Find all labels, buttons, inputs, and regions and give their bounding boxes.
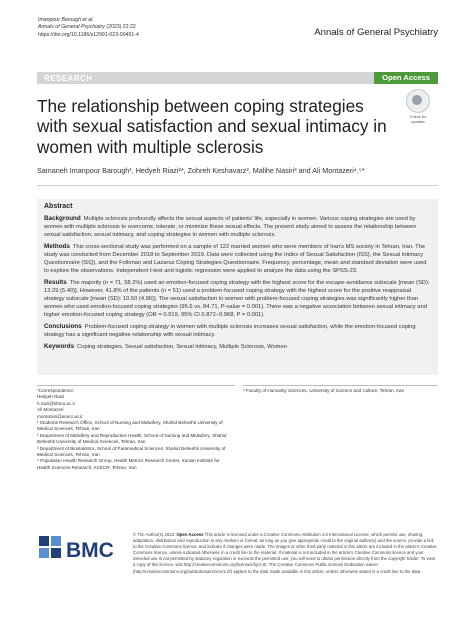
abstract-methods: Methods This cross-sectional study was performed on a sample of 122 married women who were members of Iran's MS society in Tehran, Iran. The study was conducted from December 2018 to September 2019. Data were collected using the Index of Sexual Satisfaction (ISS), the Sexual Intimacy Questionnaire (SIQ), and the Folkman and Lazarus Coping Strategies Questionnaire. Frequency, percentage, mean and standard deviation were used to explore the observations. Independent t-test and logistic regression were applied to analyze the data using the SPSS-23.	[44, 243, 427, 274]
bmc-logo-square	[39, 548, 49, 558]
abstract-background: Background Multiple sclerosis profoundly affects the sexual aspects of patients' life, especially in women. Various coping strategies are used by women with multiple sclerosis to overcome, tolerate, or minimize these sexual effects. The present study aimed to assess the relationship between sexual satisfaction, sexual intimacy, and coping strategies in women with multiple sclerosis.	[44, 215, 417, 238]
footnote-divider-right	[243, 385, 438, 386]
citation-year-pages: (2023) 22:22	[106, 24, 136, 31]
affiliation-3: ³ Department of Biostatistics, School of Paramedical Sciences, Shahid Beheshti University of Medical Sciences, Tehran, Iran	[37, 445, 226, 458]
abstract-box	[37, 199, 438, 375]
correspondence-label: *Correspondence:	[37, 388, 75, 393]
abstract-keywords: Keywords Coping strategies, Sexual satisfaction, Sexual intimacy, Multiple Sclerosis, Women	[44, 343, 287, 350]
license-text: © The Author(s) 2023. Open Access This article is licensed under a Creative Commons Attribution 4.0 International License, which permits use, sharing, adaptation, distribution and reproduction in any medium or format, as long as you give appropriate credit to the original author(s) and the source, provide a link to the Creative Commons licence, and indicate if changes were made. The images or other third party material in this article are included in the article's Creative Commons licence, unless indicated otherwise in a credit line to the material. If material is not included in the article's Creative Commons licence and your intended use is not permitted by statutory regulation or exceeds the permitted use, you will need to obtain permission directly from the copyright holder. To view a copy of this licence, visit http://creativecommons.org/licenses/by/4.0/. The Creative Commons Public Domain Dedication waiver (http://creativecommons.org/publicdomain/zero/1.0/) applies to the data made available in this article, unless otherwise stated in a credit line to the data.	[133, 532, 437, 574]
footnotes-left	[37, 388, 229, 471]
affiliation-5: ⁵ Faculty of Humanity Sciences, University of Science and Culture, Tehran, Iran	[243, 388, 405, 393]
bmc-logo-square	[51, 536, 61, 546]
footnote-divider-left	[37, 385, 235, 386]
affiliation-4: ⁴ Population Health Research Group, Health Metrics Research Center, Iranian Institute for Health Sciences Research, ACECR, Tehran, Iran	[37, 458, 220, 470]
author-list: Samaneh Imanpour Barough¹, Hedyeh Riazi²*, Zohreh Keshavarz², Malihe Nasiri³ and Ali Montazeri⁴,⁵*	[37, 166, 365, 175]
bmc-logo-square	[51, 548, 61, 558]
bmc-logo	[39, 535, 125, 561]
article-title: The relationship between coping strategies with sexual satisfaction and sexual intimacy in women with multiple sclerosis	[37, 96, 387, 157]
check-updates-line2: updates	[411, 119, 425, 124]
affiliation-1: ¹ Students Research Office, School of Nursing and Midwifery, Shahid Beheshti University of Medical Sciences, Tehran, Iran	[37, 420, 223, 432]
citation-authors: Imanpour Barough et al.	[38, 17, 94, 23]
check-updates-icon	[406, 89, 430, 113]
check-updates-line1: Check for	[409, 115, 427, 119]
correspondence-email[interactable]: montazeri@acecr.ac.ir	[37, 413, 83, 419]
correspondence-email[interactable]: h.riazi@sbmu.ac.ir	[37, 400, 76, 406]
license-open-access: Open Access	[176, 532, 204, 537]
article-type-label: RESEARCH	[44, 73, 93, 83]
bmc-logo-text: BMC	[66, 539, 114, 561]
article-type-band	[37, 72, 438, 84]
abstract-results: Results The majority (n = 71, 58.2%) used an emotion-focused coping strategy with the highest score for the escape-avoidance subscale [mean (SD): 13.29 (5.40)]. However, 41.8% of the patients (n = 51) used a problem-focused coping strategy with the highest score for the positive reappraisal strategy subscale [mean (SD): 10.50 (4.96)]. The sexual satisfaction in women with problem-focused coping strategies was significantly higher than women who used emotion-focused coping strategies (95.6 vs. 84.71, P-value = 0.001). There was a negative association between sexual intimacy and higher emotion-focused coping strategy (OR = 0.919, 95% CI 0.872–0.968, P = 0.001).	[44, 279, 430, 318]
correspondence-name: Ali Montazeri	[37, 407, 64, 413]
open-access-badge: Open Access	[374, 72, 438, 84]
correspondence-name: Hedyeh Riazi	[37, 394, 65, 400]
journal-name: Annals of General Psychiatry	[314, 27, 438, 38]
divider	[37, 185, 438, 186]
citation-block	[38, 17, 139, 39]
abstract-conclusions: Conclusions Problem-focused coping strategy in women with multiple sclerosis increases sexual satisfaction, while the emotion-focused coping strategy has a significant negative relationship with sexual intimacy.	[44, 323, 416, 338]
bmc-logo-square	[39, 536, 49, 546]
check-for-updates-button[interactable]	[403, 89, 433, 124]
affiliation-2: ² Department of Midwifery and Reproductive Health, School of Nursing and Midwifery, Shahid Beheshti University of Medical Sciences, Tehran, Iran	[37, 432, 227, 445]
abstract-heading: Abstract	[44, 203, 73, 210]
citation-journal: Annals of General Psychiatry	[38, 24, 105, 31]
footnotes-right	[243, 388, 435, 394]
citation-doi-link[interactable]: https://doi.org/10.1186/s12991-023-00451-4	[38, 31, 139, 38]
